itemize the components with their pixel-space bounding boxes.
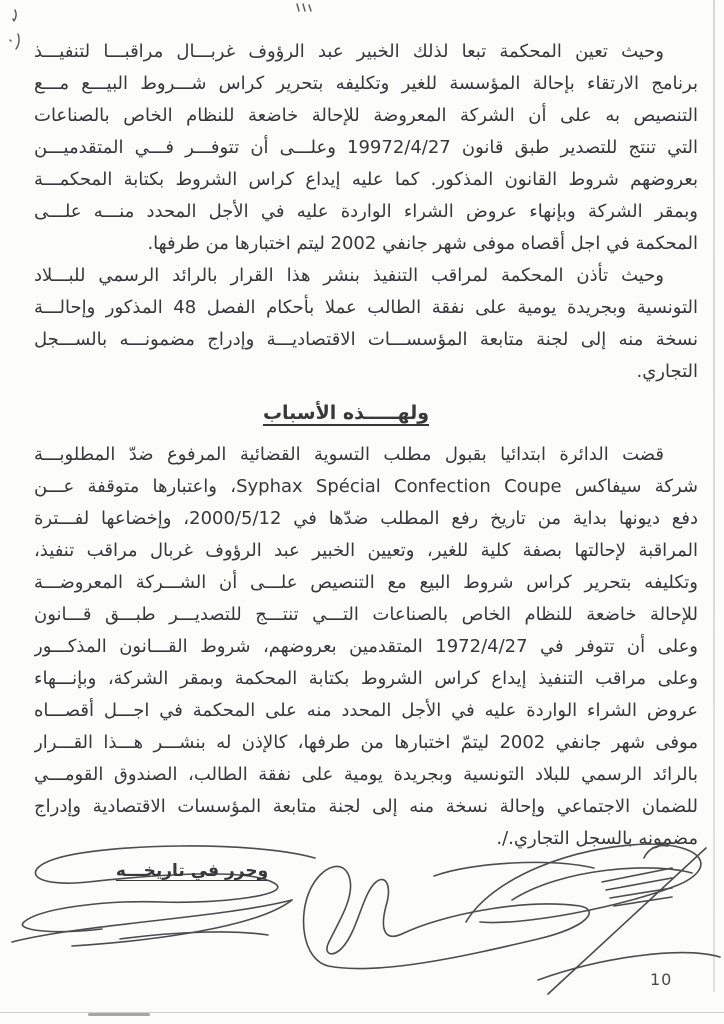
text-line: بعروضهم شروط القانون المذكور. كما عليه إيداع كراس الشروط بكتابة المحكمـــة xyxy=(34,169,698,190)
text-line: التي تنتج للتصدير طبق قانون 19972/4/27 وعلـــى أن تتوفـــر فـــي المتقدميـــن xyxy=(34,137,698,158)
text-line: وبمقر الشركة وبإنهاء عروض الشراء الواردة عليه في الأجل المحدد منـــه علـــى xyxy=(34,201,698,222)
paragraph-appointment xyxy=(34,36,698,260)
text-line: نسخة منه إلى لجنة متابعة المؤسســـات الاقتصاديـــة وإدراج مضمونـــه بالســـجل xyxy=(34,329,698,350)
signature-caption: وحرر في تاريخـــه xyxy=(115,861,269,881)
text-line: المراقبة لإحالتها بصفة كلية للغير، وتعيين الخبير عبد الرؤوف غربال مراقب تنفيذ، xyxy=(34,540,698,561)
text-line: وعلى مراقب التنفيذ إيداع كراس الشروط بكتابة المحكمة وبمقر الشركة، وبإنـــهاء xyxy=(34,668,698,689)
scan-edge-line xyxy=(713,0,715,992)
text-line: التونسية وبجريدة يومية على نفقة الطالب عملا بأحكام الفصل 48 المذكور وإحالـــة xyxy=(34,297,698,318)
section-heading-text: ولهـــــذه الأسباب xyxy=(262,402,430,424)
document-body xyxy=(34,36,698,855)
section-heading xyxy=(14,397,678,429)
signature-middle xyxy=(288,846,610,988)
text-line: التجاري. xyxy=(636,361,698,382)
text-line: موفى شهر جانفي 2002 ليتمّ اختبارها من طرفها، كالإذن له بنشـــر هـــذا القـــرار xyxy=(34,732,698,753)
paragraph-publication xyxy=(34,260,698,388)
text-line: وعلى أن تتوفر في 1972/4/27 المتقدمين بعروضهم، شروط القـــانون المذكـــور xyxy=(34,636,698,657)
text-line: برنامج الارتقاء بإحالة المؤسسة للغير وتكليفه بتحرير كراس شـــروط البيـــع مـــع xyxy=(34,73,698,94)
text-line: قضت الدائرة ابتدائيا بقبول مطلب التسوية القضائية المرفوع ضدّ المطلوبـــة xyxy=(34,444,664,465)
text-line: المحكمة في اجل أقصاه موفى شهر جانفي 2002 ليتم اختبارها من طرفها. xyxy=(147,233,698,254)
scan-smudge xyxy=(88,1013,150,1016)
text-line: مضمونه بالسجل التجاري./. xyxy=(496,828,698,849)
text-line: للضمان الاجتماعي وإحالة نسخة منه إلى لجنة متابعة المؤسسات الاقتصادية وإدراج xyxy=(34,796,698,817)
text-line: عروض الشراء الواردة عليه في الأجل المحدد منه على المحكمة في اجـــل أقصـــاه xyxy=(34,700,698,721)
text-line: وحيث تأذن المحكمة لمراقب التنفيذ بنشر هذا القرار بالرائد الرسمي للبـــلاد xyxy=(34,265,664,286)
scan-mark-top-center xyxy=(293,2,315,14)
text-line: وحيث تعين المحكمة تبعا لذلك الخبير عبد الرؤوف غربـــال مراقبـــا لتنفيـــذ xyxy=(34,41,664,62)
text-line: وتكليفه بتحرير كراس شروط البيع مع التنصيص علـــى أن الشـــركة المعروضـــة xyxy=(34,572,698,593)
page-number: 10 xyxy=(650,970,673,989)
text-line: للإحالة خاضعة للنظام الخاص بالصناعات التـــي تنتـــج للتصديـــر طبـــق قـــانون xyxy=(34,604,698,625)
text-line: دفع ديونها بداية من تاريخ رفع المطلب ضدّها في 2000/5/12، وإخضاعها لفـــترة xyxy=(34,508,698,529)
signature-left xyxy=(10,838,325,966)
scan-mark-top-left xyxy=(6,6,26,54)
text-line: التنصيص به على أن الشركة المعروضة للإحالة خاضعة للنظام الخاص بالصناعات xyxy=(34,105,698,126)
paragraph-ruling xyxy=(34,439,698,855)
text-line: بالرائد الرسمي للبلاد التونسية وبجريدة يومية على نفقة الطالب، الصندوق القومـــي xyxy=(34,764,698,785)
text-line: شركة سيفاكس Syphax Spécial Confection Coupe، واعتبارها متوقفة عـــن xyxy=(34,476,698,497)
